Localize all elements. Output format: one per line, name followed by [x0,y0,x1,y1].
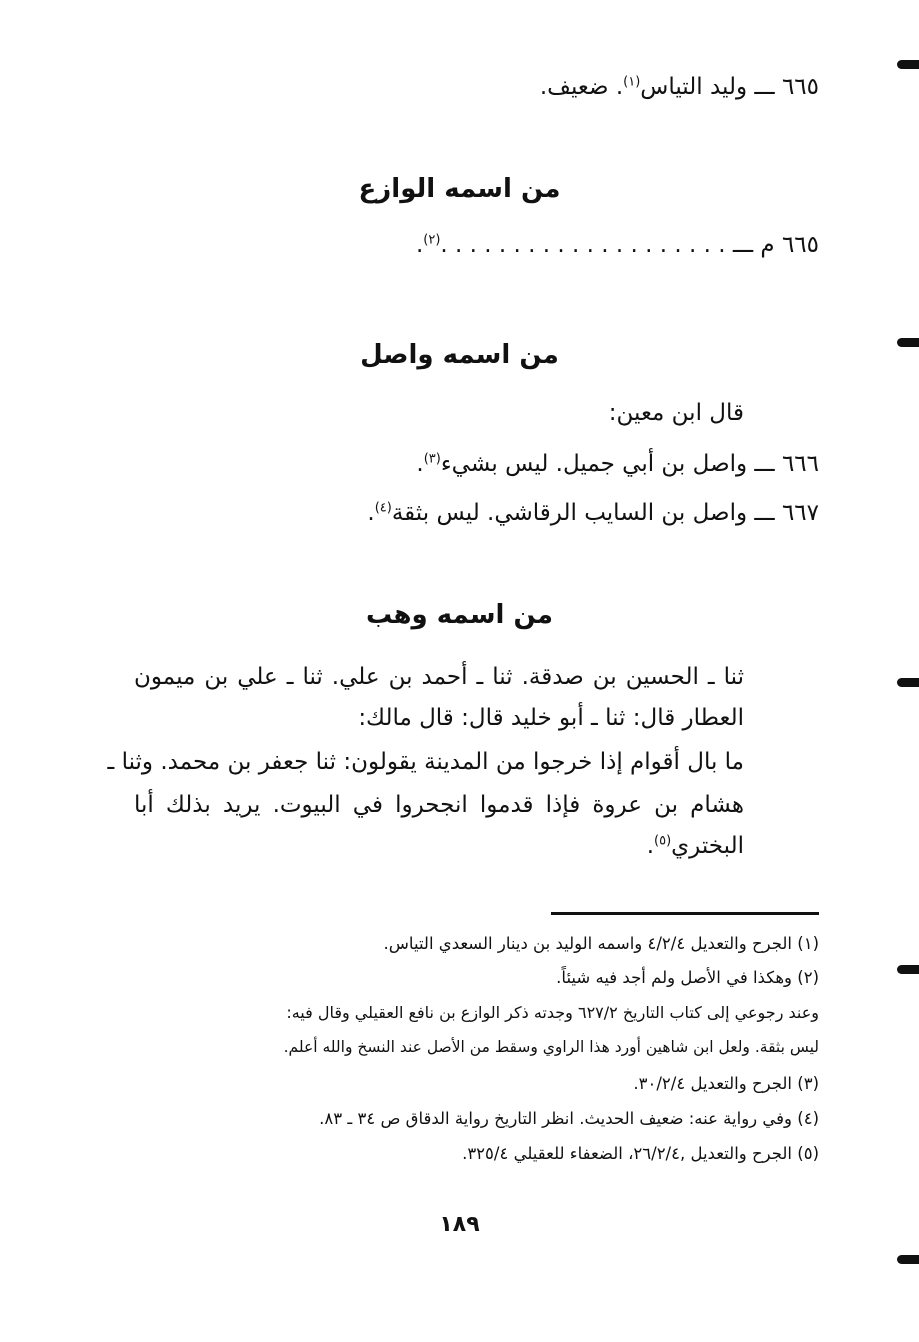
section-heading-wahb: من اسمه وهب [366,600,553,630]
footnote-3: (٣) الجرح والتعديل ٣٠/٢/٤. [633,1074,819,1093]
intro-line: قال ابن معين: [608,400,744,426]
entry-text: واصل بن السايب الرقاشي. ليس بثقة [391,500,748,526]
ellipsis-dots: . . . . . . . . . . . . . . . . . . . . [440,232,726,258]
footnote-1: (١) الجرح والتعديل ٤/٢/٤ واسمه الوليد بن دينار السعدي التياس. [383,934,819,953]
footnote-ref: (٢) [423,232,441,248]
footnote-2-cont: ليس بثقة. ولعل ابن شاهين أورد هذا الراوي وسقط من الأصل عند النسخ والله أعلم. [283,1038,819,1056]
entry-665: ٦٦٥ ـــ وليد التياس$^{(١)}$. ضعيف. [539,74,819,100]
entry-number: ٦٦٥ م [760,232,819,258]
entry-text: وليد التياس [640,74,748,100]
edge-tab-mark [897,678,919,687]
entry-667: ٦٦٧ ـــ واصل بن السايب الرقاشي. ليس بثقة$^{(٤)}$. [367,500,819,526]
entry-665m: ٦٦٥ م ـــ . . . . . . . . . . . . . . . . . . . .$^{(٢)}$. [415,232,819,258]
footnote-5: (٥) الجرح والتعديل ,٢٦/٢/٤، الضعفاء للعقيلي ٣٢٥/٤. [462,1144,819,1163]
footnote-ref: (١) [623,74,641,90]
entry-number: ٦٦٥ [781,74,819,100]
paragraph-line: ما بال أقوام إذا خرجوا من المدينة يقولون: ثنا جعفر بن محمد. وثنا ـ [107,749,744,775]
paragraph-line: هشام بن عروة فإذا قدموا انجحروا في البيوت. يريد بذلك أبا [134,792,744,818]
footnote-ref: (٣) [423,451,441,467]
footnote-2-cont: وعند رجوعي إلى كتاب التاريخ ٦٢٧/٢ وجدته ذكر الوازع بن نافع العقيلي وقال فيه: [286,1003,819,1022]
footnote-separator [551,912,819,915]
paragraph-line-last: البختري$^{(٥)}$. [646,833,744,859]
edge-tab-mark [897,1255,919,1264]
section-heading-wasil: من اسمه واصل [360,340,559,370]
page-number: ١٨٩ [439,1212,480,1237]
section-heading-wazi: من اسمه الوازع [358,174,561,204]
footnote-ref: (٤) [374,500,392,516]
paragraph-line: ثنا ـ الحسين بن صدقة. ثنا ـ أحمد بن علي. ثنا ـ علي بن ميمون [134,664,744,690]
edge-tab-mark [897,60,919,69]
entry-number: ٦٦٦ [781,451,819,477]
edge-tab-mark [897,965,919,974]
footnote-ref: (٥) [654,833,672,849]
footnote-2: (٢) وهكذا في الأصل ولم أجد فيه شيئاً. [556,968,819,987]
paragraph-line: العطار قال: ثنا ـ أبو خليد قال: قال مالك: [358,705,744,731]
entry-666: ٦٦٦ ـــ واصل بن أبي جميل. ليس بشيء$^{(٣)}$. [416,451,819,477]
entry-number: ٦٦٧ [781,500,819,526]
footnote-4: (٤) وفي رواية عنه: ضعيف الحديث. انظر التاريخ رواية الدقاق ص ٣٤ ـ ٨٣. [319,1109,819,1128]
entry-text: واصل بن أبي جميل. ليس بشيء [440,451,748,477]
